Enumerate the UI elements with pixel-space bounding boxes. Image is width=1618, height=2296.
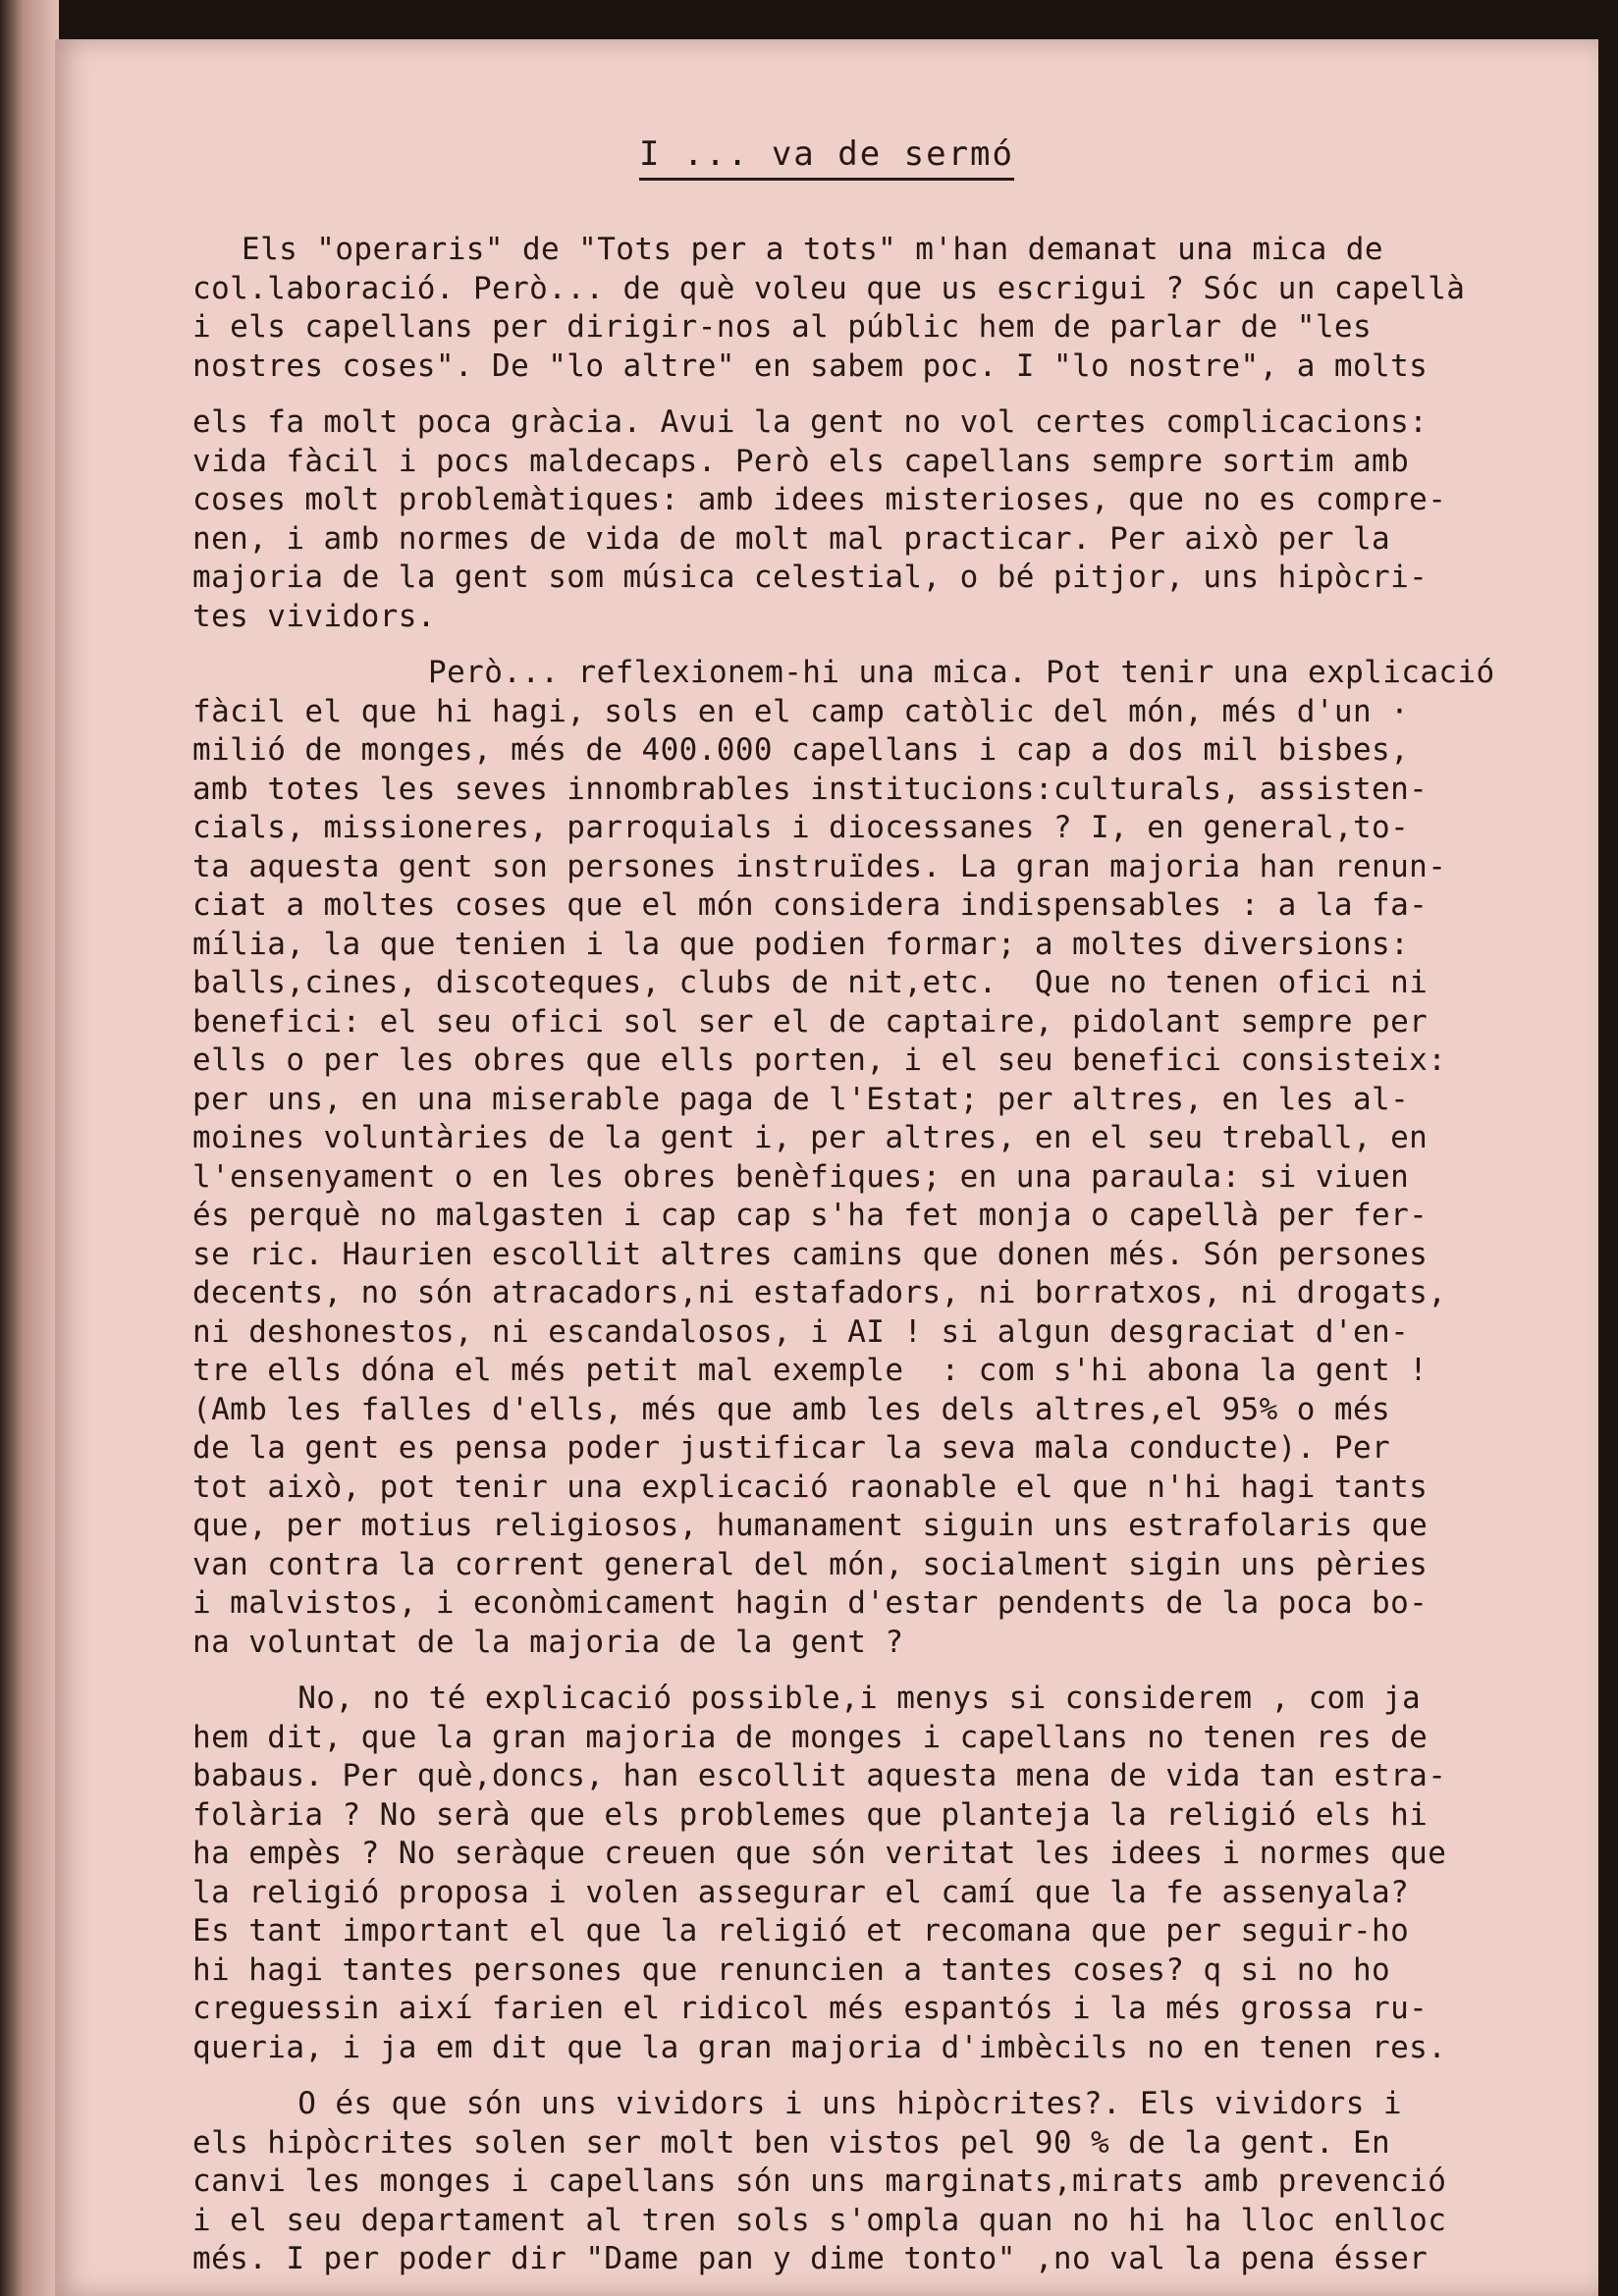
text-line: folària ? No serà que els problemes que planteja la religió els hi (192, 1796, 1429, 1833)
text-line: i el seu departament al tren sols s'ompla quan no hi ha lloc enlloc (192, 2202, 1447, 2238)
text-line: benefici: el seu ofici sol ser el de captaire, pidolant sempre per (192, 1003, 1429, 1040)
text-line: decents, no són atracadors,ni estafadors, ni borratxos, ni drogats, (192, 1275, 1447, 1310)
text-line: els hipòcrites solen ser molt ben vistos pel 90 % de la gent. En (192, 2124, 1391, 2161)
text-line: nen, i amb normes de vida de molt mal practicar. Per això per la (192, 520, 1391, 557)
document-title (55, 134, 1598, 174)
text-line: Però... reflexionem-hi una mica. Pot tenir una explicació (428, 655, 1495, 690)
document-title-text: I ... va de sermó (639, 134, 1014, 181)
text-line: majoria de la gent som música celestial, o bé pitjor, uns hipòcri- (192, 560, 1429, 595)
text-line: que, per motius religiosos, humanament siguin uns estrafolaris que (192, 1508, 1429, 1543)
text-line: per uns, en una miserable paga de l'Estat; per altres, en les al- (192, 1081, 1410, 1117)
paragraph (192, 403, 1606, 636)
text-line: cials, missioneres, parroquials i diocessanes ? I, en general,to- (192, 810, 1410, 845)
text-line: (Amb les falles d'ells, més que amb les dels altres,el 95% o més (192, 1391, 1391, 1427)
text-line: hem dit, que la gran majoria de monges i capellans no tenen res de (192, 1719, 1429, 1755)
document-page (55, 39, 1598, 2296)
text-line: tre ells dóna el més petit mal exemple : com s'hi abona la gent ! (192, 1353, 1429, 1388)
paragraph (192, 231, 1606, 386)
text-line: babaus. Per què,doncs, han escollit aquesta mena de vida tan estra- (192, 1758, 1447, 1793)
text-line: balls,cines, discoteques, clubs de nit,etc. Que no tenen ofici ni (192, 965, 1429, 1000)
text-line: ta aquesta gent son persones instruïdes. La gran majoria han renun- (192, 848, 1447, 884)
text-line: és perquè no malgasten i cap cap s'ha fet monja o capellà per fer- (192, 1198, 1429, 1233)
text-line: ha empès ? No seràque creuen que són veritat les idees i normes que (192, 1836, 1447, 1871)
paragraph (192, 654, 1606, 1662)
text-line: mília, la que tenien i la que podien formar; a moltes diversions: (192, 926, 1410, 962)
text-line: tes vividors. (192, 598, 436, 634)
text-line: amb totes les seves innombrables institucions:culturals, assisten- (192, 771, 1429, 807)
text-line: fàcil el que hi hagi, sols en el camp catòlic del món, més d'un · (192, 693, 1410, 729)
document-body (192, 231, 1606, 2296)
text-line: col.laboració. Però... de què voleu que us escrigui ? Sóc un capellà (192, 270, 1466, 306)
text-line: ciat a moltes coses que el món considera indispensables : a la fa- (192, 887, 1429, 923)
text-line: canvi les monges i capellans són uns marginats,mirats amb prevenció (192, 2163, 1447, 2199)
paragraph (192, 2085, 1606, 2279)
text-line: milió de monges, més de 400.000 capellans i cap a dos mil bisbes, (192, 732, 1410, 768)
text-line: vida fàcil i pocs maldecaps. Però els capellans sempre sortim amb (192, 443, 1410, 479)
text-line: se ric. Haurien escollit altres camins que donen més. Són persones (192, 1236, 1429, 1272)
text-line: na voluntat de la majoria de la gent ? (192, 1624, 904, 1660)
text-line: i malvistos, i econòmicament hagin d'estar pendents de la poca bo- (192, 1585, 1429, 1621)
text-line: els fa molt poca gràcia. Avui la gent no vol certes complicacions: (192, 404, 1429, 440)
paragraph (192, 1680, 1606, 2067)
text-line: moines voluntàries de la gent i, per altres, en el seu treball, en (192, 1120, 1429, 1155)
text-line: nostres coses". De "lo altre" en sabem poc. I "lo nostre", a molts (192, 347, 1429, 384)
text-line: i els capellans per dirigir-nos al públic hem de parlar de "les (192, 309, 1373, 345)
text-line: creguessin així farien el ridicol més espantós i la més grossa ru- (192, 1991, 1429, 2026)
text-line: ni deshonestos, ni escandalosos, i AI ! si algun desgraciat d'en- (192, 1313, 1410, 1350)
text-line: de la gent es pensa poder justificar la seva mala conducte). Per (192, 1430, 1391, 1466)
text-line: queria, i ja em dit que la gran majoria d'imbècils no en tenen res. (192, 2029, 1447, 2065)
text-line: més. I per poder dir "Dame pan y dime tonto" ,no val la pena ésser (192, 2241, 1429, 2276)
text-line: van contra la corrent general del món, socialment sigin uns pèries (192, 1546, 1429, 1582)
text-line: hi hagi tantes persones que renuncien a tantes coses? q si no ho (192, 1951, 1391, 1988)
text-line: Es tant important el que la religió et recomana que per seguir-ho (192, 1913, 1410, 1949)
text-line: tot això, pot tenir una explicació raonable el que n'hi hagi tants (192, 1468, 1429, 1505)
text-line: ells o per les obres que ells porten, i el seu benefici consisteix: (192, 1042, 1447, 1078)
text-line: Els "operaris" de "Tots per a tots" m'han demanat una mica de (242, 232, 1383, 267)
page-binding-edge (0, 0, 59, 2296)
text-line: l'ensenyament o en les obres benèfiques; en una paraula: si viuen (192, 1158, 1410, 1195)
text-line: O és que són uns vividors i uns hipòcrites?. Els vividors i (242, 2086, 1402, 2121)
text-line: la religió proposa i volen assegurar el camí que la fe assenyala? (192, 1874, 1410, 1910)
text-line: coses molt problemàtiques: amb idees misterioses, que no es compre- (192, 482, 1447, 517)
text-line: No, no té explicació possible,i menys si considerem , com ja (242, 1681, 1422, 1716)
